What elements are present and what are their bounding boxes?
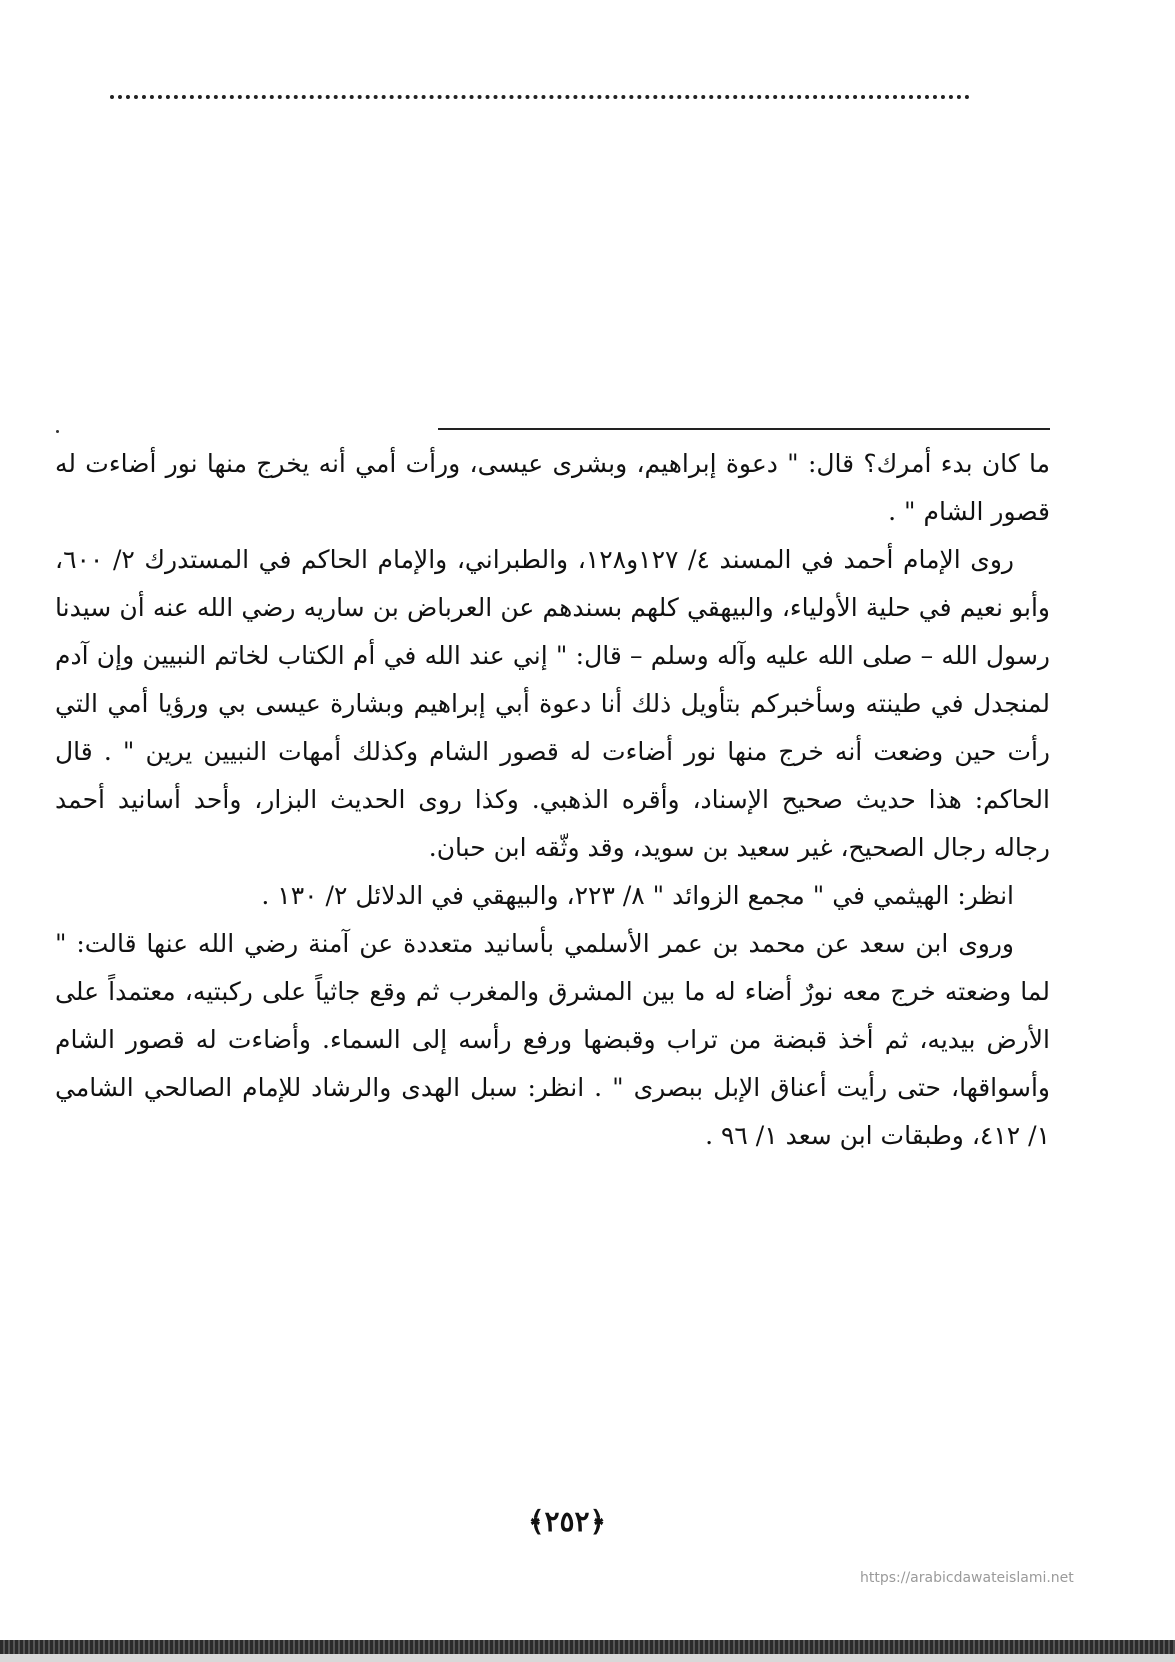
page-number: ﴿٢٥٢﴾	[528, 1505, 606, 1538]
scan-speck	[56, 430, 59, 433]
footnote-paragraph-reference: انظر: الهيثمي في " مجمع الزوائد " ٨/ ٢٢٣، والبيهقي في الدلائل ٢/ ١٣٠ .	[261, 881, 1014, 910]
footnote-paragraph-continuation: ما كان بدء أمرك؟ قال: " دعوة إبراهيم، وبشرى عيسى، ورأت أمي أنه يخرج منها نور أضاءت له قصور الشام " .	[55, 449, 1050, 526]
footnote-separator	[438, 428, 1050, 430]
scan-bottom-margin	[0, 1654, 1175, 1662]
footnote-paragraph-ibn-saad-narration: وروى ابن سعد عن محمد بن عمر الأسلمي بأسانيد متعددة عن آمنة رضي الله عنها قالت: " لما وضعته خرج معه نورٌ أضاء له ما بين المشرق والمغرب ثم وقع جاثياً على ركبتيه، معتمداً على الأرض بيديه، ثم أخذ قبضة من تراب وقبضها ورفع رأسه إلى السماء. وأضاءت له قصور الشام وأسواقها، حتى رأيت أعناق الإبل ببصرى " . انظر: سبل الهدى والرشاد للإمام الصالحي الشامي ١/ ٤١٢، وطبقات ابن سعد ١/ ٩٦ .	[55, 929, 1050, 1150]
footnote-text-block	[55, 440, 1050, 1160]
scan-bottom-edge	[0, 1640, 1175, 1654]
source-watermark: https://arabicdawateislami.net	[860, 1570, 1074, 1586]
dotted-separator	[110, 95, 970, 99]
footnote-paragraph-ahmad-narration: روى الإمام أحمد في المسند ٤/ ١٢٧و١٢٨، والطبراني، والإمام الحاكم في المستدرك ٢/ ٦٠٠، وأبو نعيم في حلية الأولياء، والبيهقي كلهم بسندهم عن العرباض بن ساريه رضي الله عنه أن سيدنا رسول الله – صلى الله عليه وآله وسلم – قال: " إني عند الله في أم الكتاب لخاتم النبيين وإن آدم لمنجدل في طينته وسأخبركم بتأويل ذلك أنا دعوة أبي إبراهيم وبشارة عيسى بي ورؤيا أمي التي رأت حين وضعت أنه خرج منها نور أضاءت له قصور الشام وكذلك أمهات النبيين يرين " . قال الحاكم: هذا حديث صحيح الإسناد، وأقره الذهبي. وكذا روى الحديث البزار، وأحد أسانيد أحمد رجاله رجال الصحيح، غير سعيد بن سويد، وقد وثّقه ابن حبان.	[55, 545, 1050, 862]
